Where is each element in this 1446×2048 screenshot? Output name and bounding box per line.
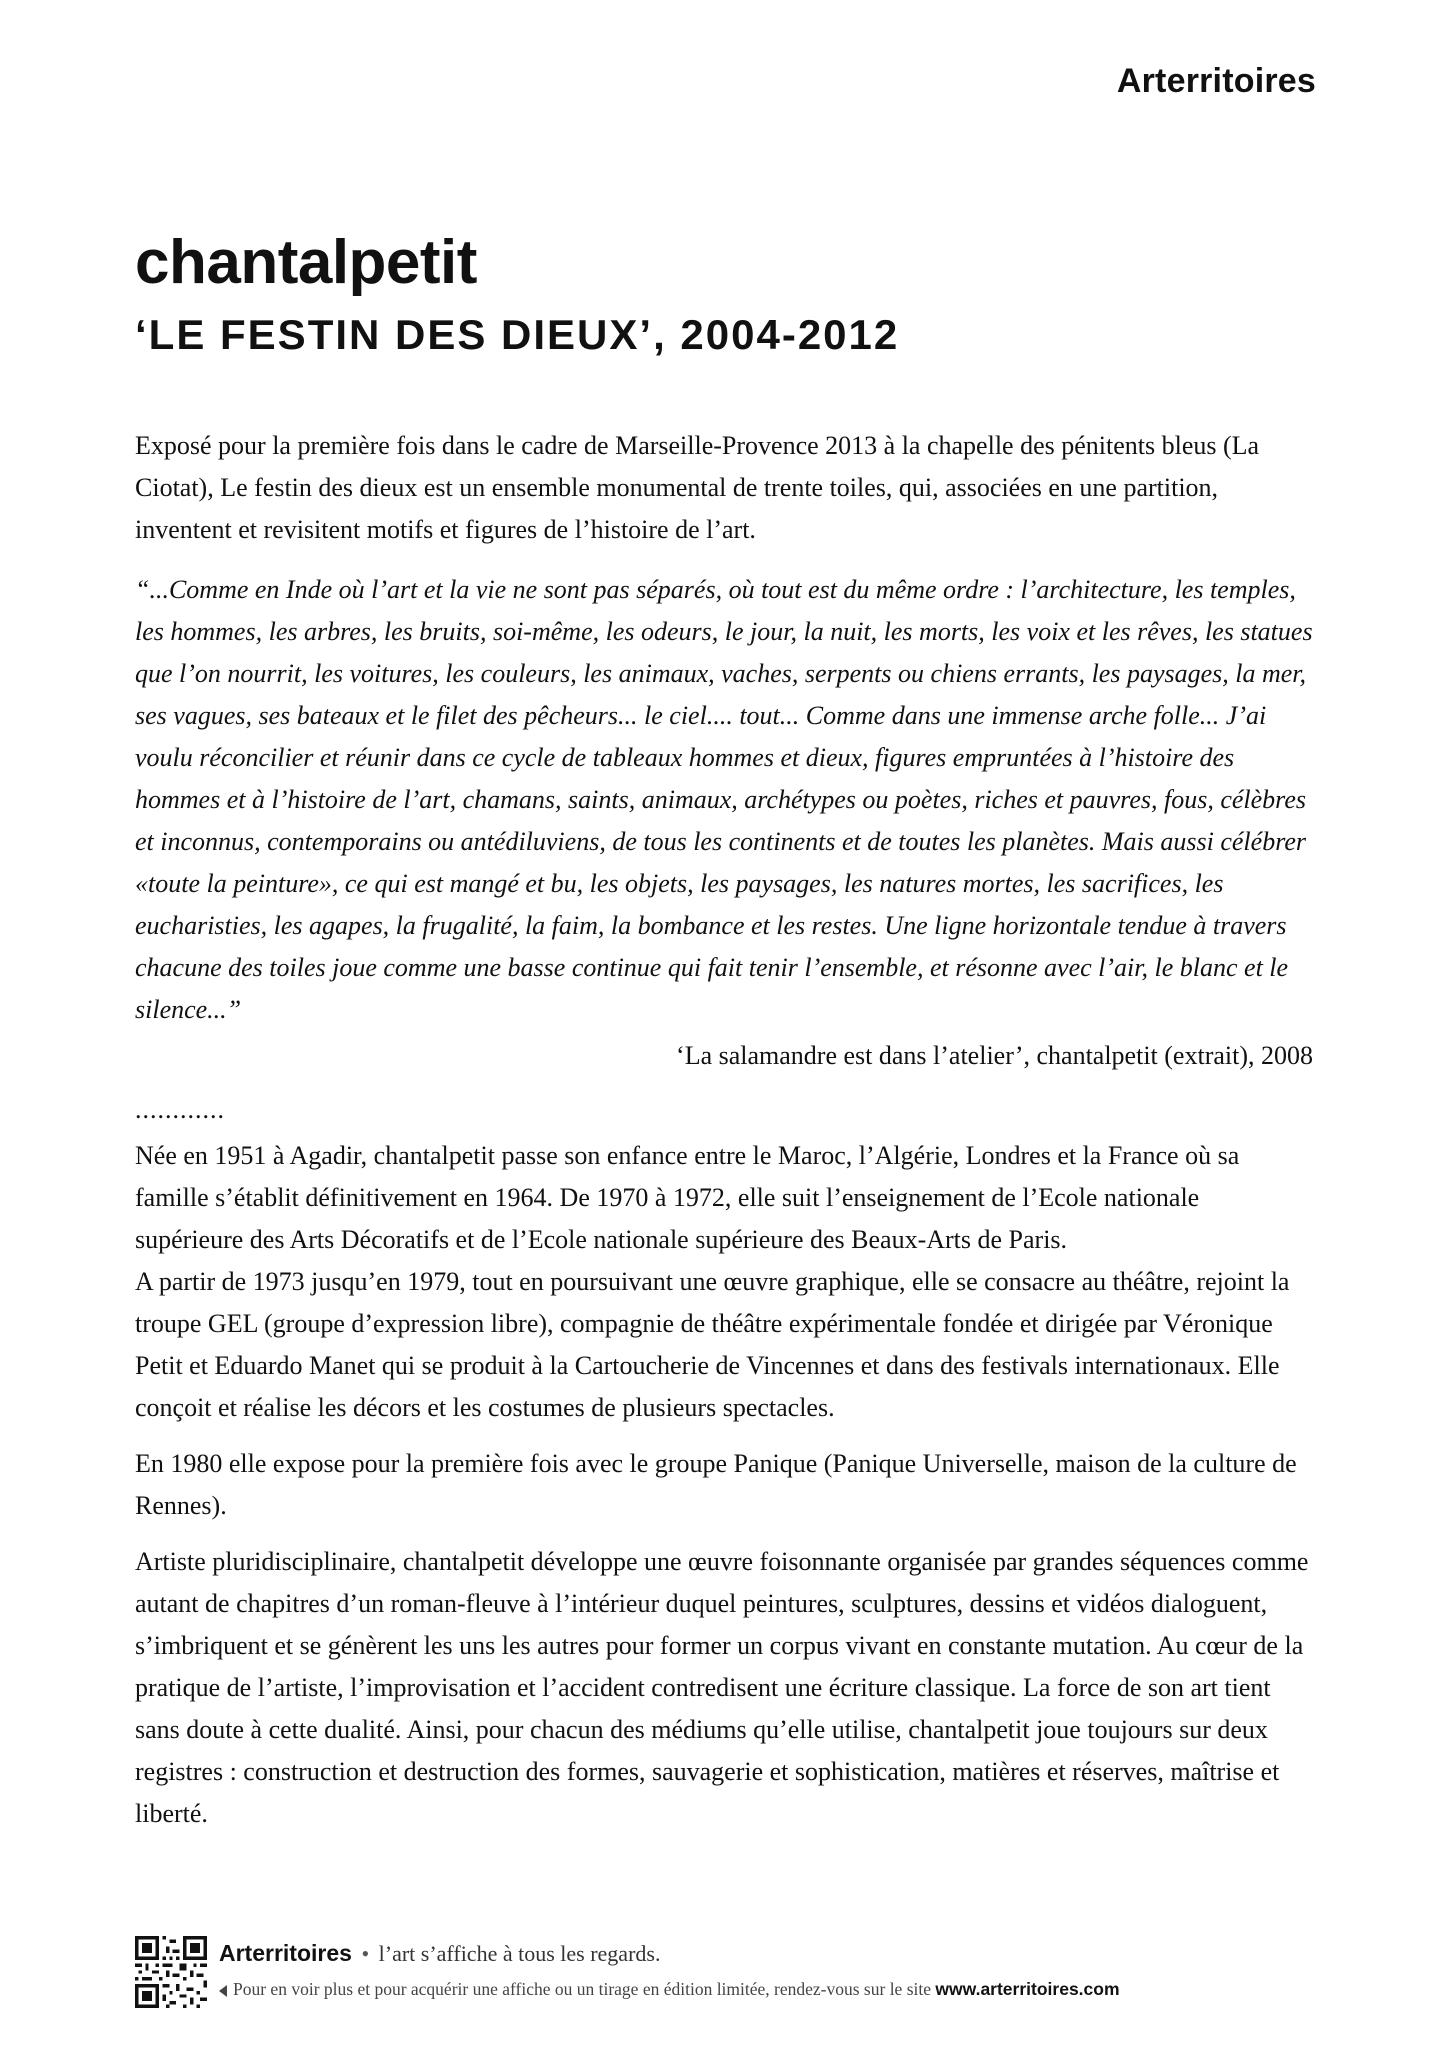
footer-website-link[interactable]: www.arterritoires.com bbox=[935, 1979, 1120, 1999]
bio-paragraph-1: Née en 1951 à Agadir, chantalpetit passe son enfance entre le Maroc, l’Algérie, Londres et la France où sa famille s’établit définitivement en 1964. De 1970 à 1972, elle suit l’enseignement de l’Ecole nationale supérieure des Arts Décoratifs et de l’Ecole nationale supérieure des Beaux-Arts de Paris. bbox=[135, 1141, 1240, 1255]
footer-brand: Arterritoires bbox=[219, 1940, 352, 1966]
footer-dot: • bbox=[361, 1941, 370, 1966]
footer-tagline-row bbox=[219, 1938, 660, 1969]
footer bbox=[135, 1936, 1313, 2008]
intro-paragraph: Exposé pour la première fois dans le cadre de Marseille-Provence 2013 à la chapelle des pénitents bleus (La Ciotat), Le festin des dieux est un ensemble monumental de trente toiles, qui, associées en une partition, inventent et revisitent motifs et figures de l’histoire de l’art. bbox=[135, 431, 1260, 545]
section-separator: ............ bbox=[135, 1095, 225, 1125]
article bbox=[135, 228, 1313, 1835]
quote-attribution: ‘La salamandre est dans l’atelier’, chantalpetit (extrait), 2008 bbox=[676, 1041, 1313, 1071]
bio-paragraph-3: En 1980 elle expose pour la première fois avec le groupe Panique (Panique Universelle, maison de la culture de Rennes). bbox=[135, 1449, 1297, 1521]
qr-code-icon[interactable] bbox=[135, 1936, 207, 2008]
footer-tagline: l’art s’affiche à tous les regards. bbox=[378, 1941, 661, 1966]
work-title: ‘LE FESTIN DES DIEUX’, 2004-2012 bbox=[135, 311, 900, 358]
brand-logo: Arterritoires bbox=[1116, 62, 1316, 100]
artist-name: chantalpetit bbox=[135, 228, 477, 297]
footer-cta-row bbox=[219, 1976, 1120, 2002]
footer-cta: Pour en voir plus et pour acquérir une affiche ou un tirage en édition limitée, rendez-vous sur le site bbox=[233, 1979, 932, 1999]
quote-paragraph: “...Comme en Inde où l’art et la vie ne sont pas séparés, où tout est du même ordre : l’architecture, les temples, les hommes, les arbres, les bruits, soi-même, les odeurs, le jour, la nuit, les morts, les voix et les rêves, les statues que l’on nourrit, les voitures, les couleurs, les animaux, vaches, serpents ou chiens errants, les paysages, la mer, ses vagues, ses bateaux et le filet des pêcheurs... le ciel.... tout... Comme dans une immense arche folle... J’ai voulu réconcilier et réunir dans ce cycle de tableaux hommes et dieux, figures empruntées à l’histoire des hommes et à l’histoire de l’art, chamans, saints, animaux, archétypes ou poètes, riches et pauvres, fous, célèbres et inconnus, contemporains ou antédiluviens, de tous les continents et de toutes les planètes. Mais aussi célébrer «toute la peinture», ce qui est mangé et bu, les objets, les paysages, les natures mortes, les sacrifices, les eucharisties, les agapes, la frugalité, la faim, la bombance et les restes. Une ligne horizontale tendue à travers chacune des toiles joue comme une basse continue qui fait tenir l’ensemble, et résonne avec l’air, le blanc et le silence...” bbox=[135, 575, 1313, 1025]
arrow-left-icon bbox=[219, 1985, 227, 1997]
bio-paragraph-4: Artiste pluridisciplinaire, chantalpetit développe une œuvre foisonnante organisée par grandes séquences comme autant de chapitres d’un roman-fleuve à l’intérieur duquel peintures, sculptures, dessins et vidéos dialoguent, s’imbriquent et se génèrent les uns les autres pour former un corpus vivant en constante mutation. Au cœur de la pratique de l’artiste, l’improvisation et l’accident contredisent une écriture classique. La force de son art tient sans doute à cette dualité. Ainsi, pour chacun des médiums qu’elle utilise, chantalpetit joue toujours sur deux registres : construction et destruction des formes, sauvagerie et sophistication, matières et réserves, maîtrise et liberté. bbox=[135, 1547, 1309, 1829]
bio-paragraph-2: A partir de 1973 jusqu’en 1979, tout en poursuivant une œuvre graphique, elle se consacre au théâtre, rejoint la troupe GEL (groupe d’expression libre), compagnie de théâtre expérimentale fondée et dirigée par Véronique Petit et Eduardo Manet qui se produit à la Cartoucherie de Vincennes et dans des festivals internationaux. Elle conçoit et réalise les décors et les costumes de plusieurs spectacles. bbox=[135, 1267, 1290, 1423]
